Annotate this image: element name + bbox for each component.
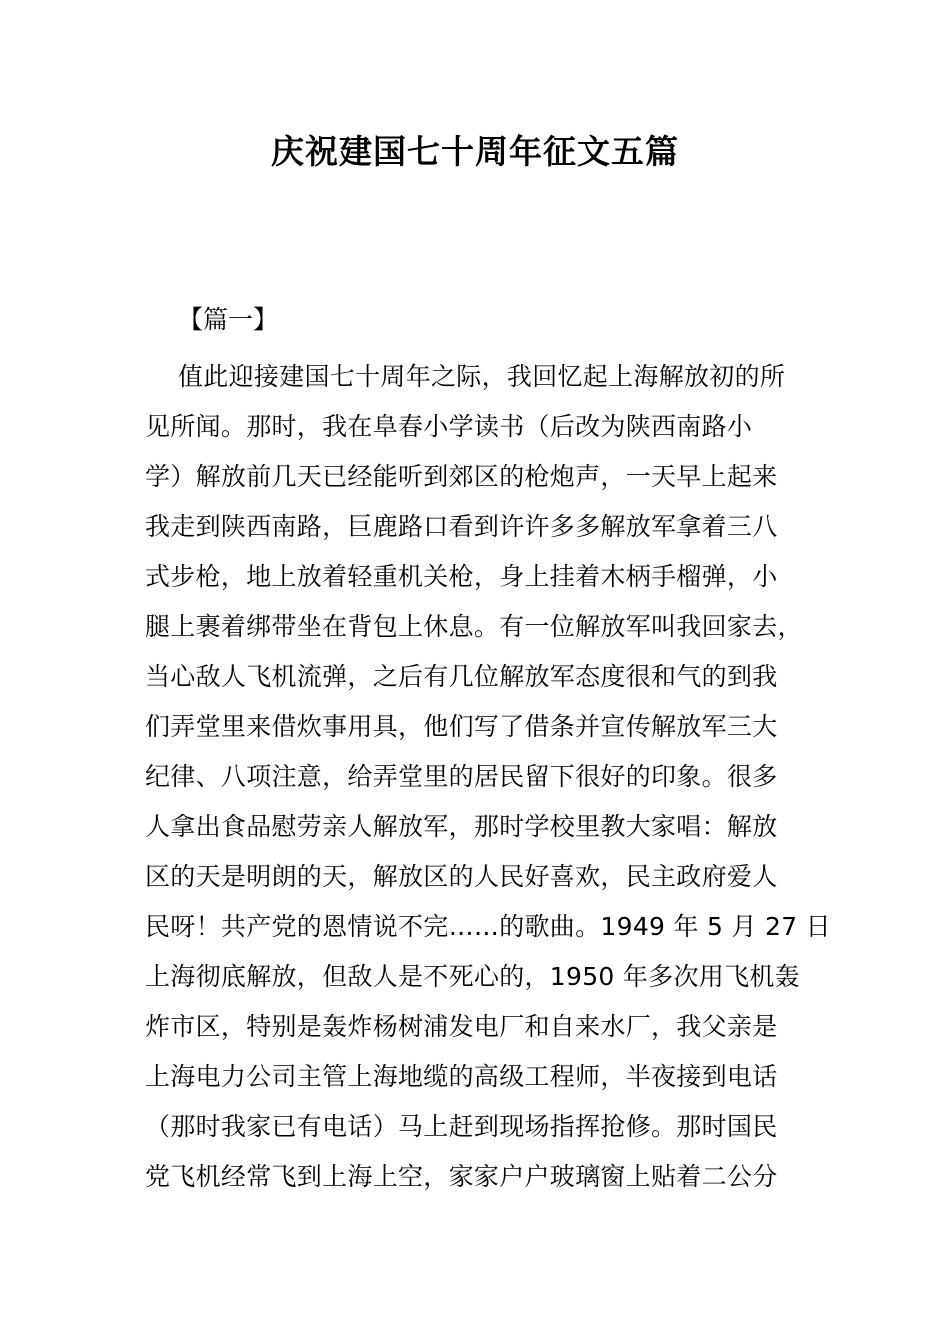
paragraph-line: 见所闻。那时，我在阜春小学读书（后改为陕西南路小: [145, 412, 753, 441]
paragraph-line: 人拿出食品慰劳亲人解放军，那时学校里教大家唱：解放: [145, 812, 778, 841]
paragraph-line: 当心敌人飞机流弹，之后有几位解放军态度很和气的到我: [145, 662, 778, 691]
paragraph-line: 学）解放前几天已经能听到郊区的枪炮声，一天早上起来: [145, 462, 778, 491]
paragraph-line: 上海彻底解放，但敌人是不死心的，1950 年多次用飞机轰: [145, 962, 800, 991]
paragraph-line: 式步枪，地上放着轻重机关枪，身上挂着木柄手榴弹，小: [145, 562, 778, 591]
paragraph-line: 民呀！共产党的恩情说不完……的歌曲。1949 年 5 月 27 日: [145, 912, 831, 941]
paragraph-line: 值此迎接建国七十周年之际，我回忆起上海解放初的所: [178, 362, 786, 391]
document-title: 庆祝建国七十周年征文五篇: [271, 132, 679, 171]
section-heading: 【篇一】: [178, 305, 279, 334]
paragraph-line: 纪律、八项注意，给弄堂里的居民留下很好的印象。很多: [145, 762, 778, 791]
paragraph-line: 们弄堂里来借炊事用具，他们写了借条并宣传解放军三大: [145, 712, 778, 741]
paragraph-line: 区的天是明朗的天，解放区的人民好喜欢，民主政府爱人: [145, 862, 778, 891]
paragraph-line: 我走到陕西南路，巨鹿路口看到许许多多解放军拿着三八: [145, 512, 778, 541]
paragraph-line: （那时我家已有电话）马上赶到现场指挥抢修。那时国民: [145, 1112, 778, 1141]
body-paragraph: [145, 352, 831, 1202]
paragraph-line: 党飞机经常飞到上海上空，家家户户玻璃窗上贴着二公分: [145, 1162, 778, 1191]
paragraph-line: 炸市区，特别是轰炸杨树浦发电厂和自来水厂，我父亲是: [145, 1012, 778, 1041]
paragraph-line: 上海电力公司主管上海地缆的高级工程师，半夜接到电话: [145, 1062, 778, 1091]
paragraph-line: 腿上裹着绑带坐在背包上休息。有一位解放军叫我回家去，: [145, 612, 803, 641]
